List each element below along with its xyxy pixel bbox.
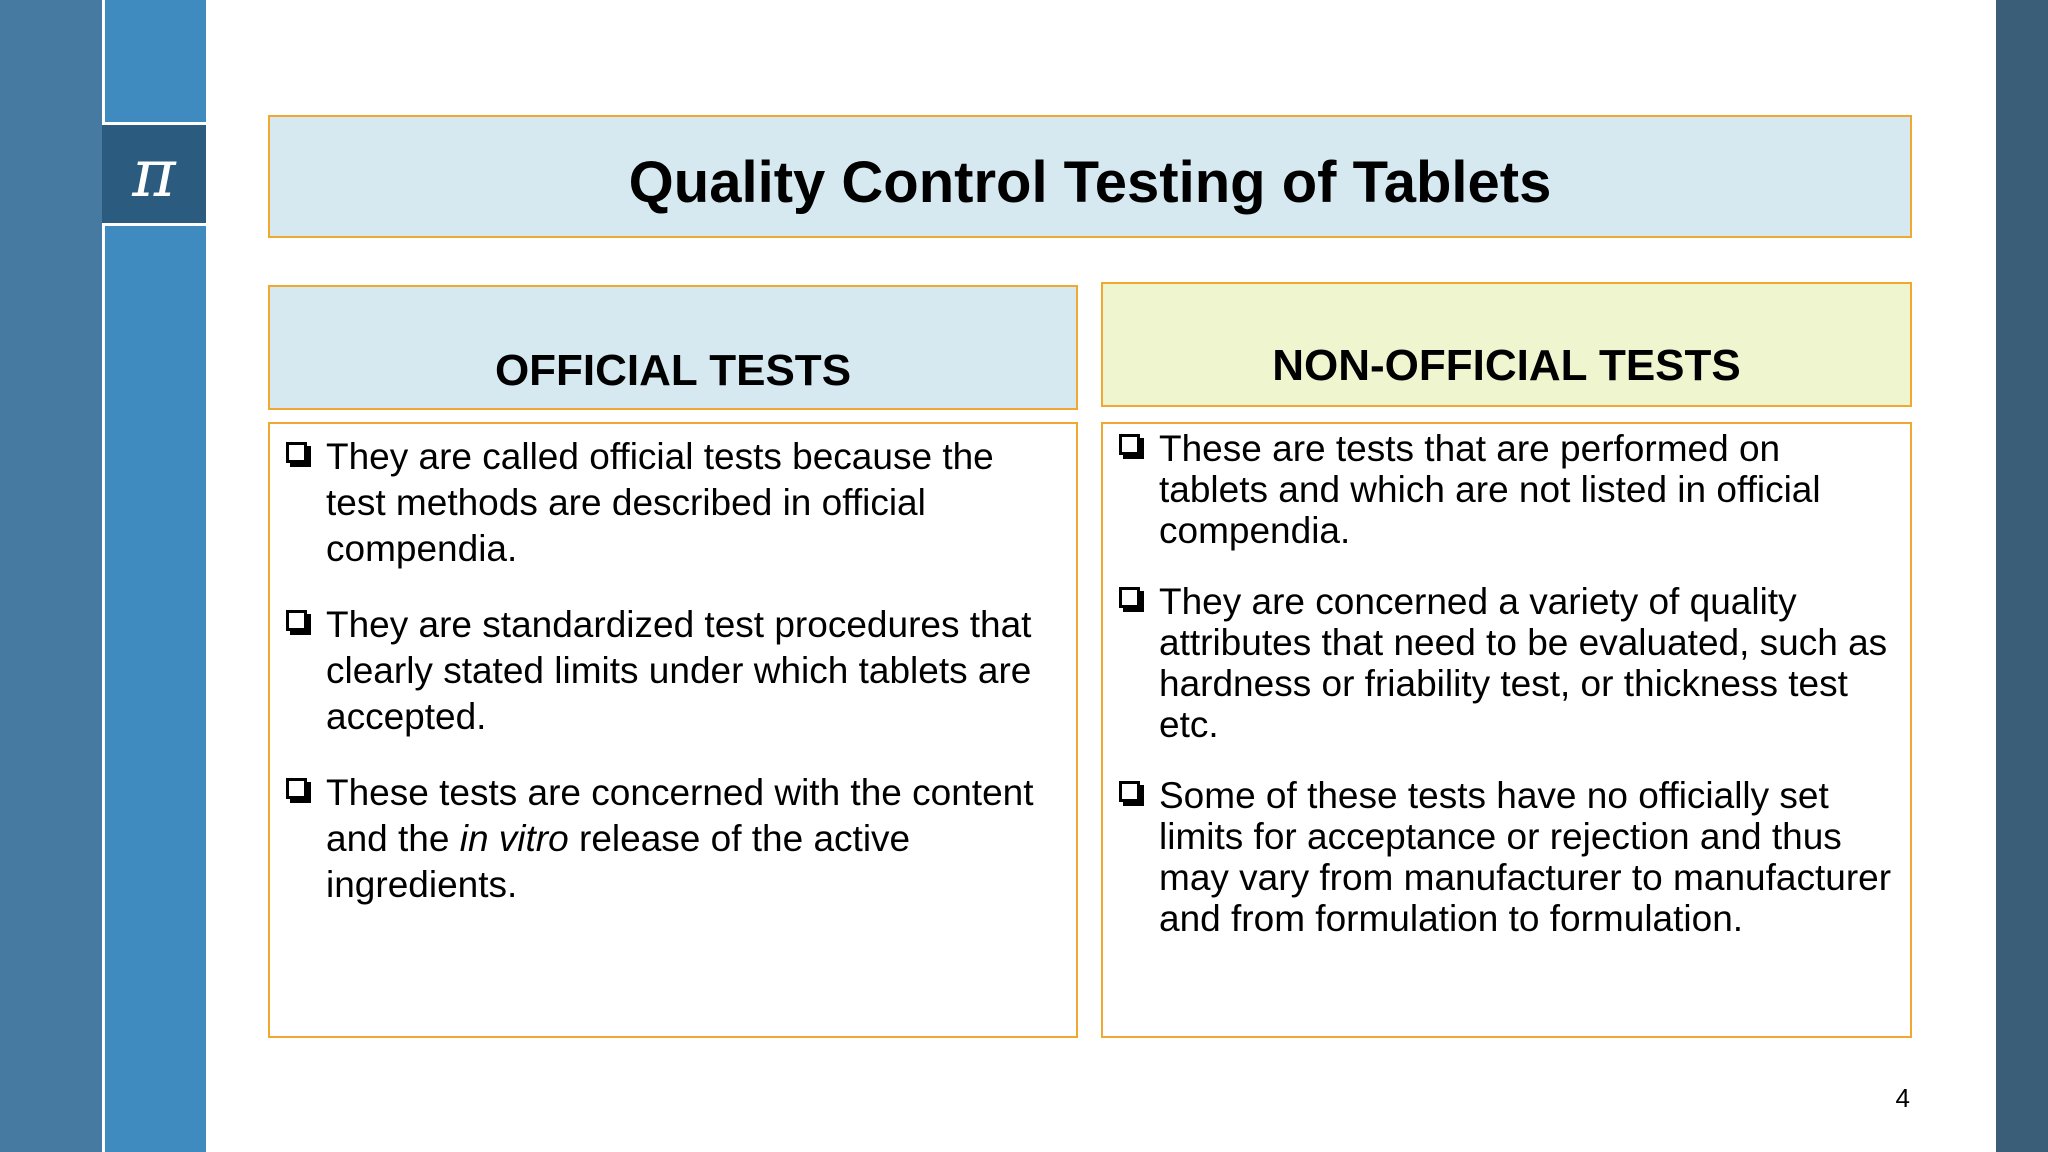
page-number: 4: [1895, 1083, 1910, 1113]
list-item: [1119, 775, 1892, 939]
list-item: [1119, 581, 1892, 745]
official-tests-list: [268, 422, 1078, 1038]
non-official-tests-heading: NON-OFFICIAL TESTS: [1272, 341, 1741, 390]
checkbox-bullet-icon: [286, 610, 307, 631]
left-band-dark-strip: [0, 0, 102, 1152]
list-item: [286, 770, 1046, 908]
checkbox-bullet-icon: [1119, 587, 1140, 608]
list-item: [286, 602, 1046, 740]
list-item-text-end: release of the active ingredients.: [326, 818, 911, 905]
list-item-text: They are called official tests because the test methods are described in official compendia.: [326, 436, 994, 569]
checkbox-bullet-icon: [1119, 434, 1140, 455]
list-item-text: They are standardized test procedures that clearly stated limits under which tablets are accepted.: [326, 604, 1032, 737]
checkbox-bullet-icon: [1119, 781, 1140, 802]
checkbox-bullet-icon: [286, 442, 307, 463]
list-item-text-start: These tests are concerned with the content and the: [326, 772, 1034, 859]
non-official-tests-header: [1101, 282, 1912, 407]
in-vitro-term: in vitro: [459, 818, 569, 859]
list-item: [286, 434, 1046, 572]
checkbox-bullet-icon: [286, 778, 307, 799]
right-decorative-band: [1996, 0, 2048, 1152]
slide-title-box: [268, 115, 1912, 238]
slide-title: Quality Control Testing of Tablets: [628, 150, 1552, 215]
left-decorative-band: [0, 0, 206, 1152]
pi-icon: π: [132, 135, 176, 212]
official-tests-heading: OFFICIAL TESTS: [494, 346, 852, 395]
list-item: [1119, 428, 1892, 551]
list-item-text: Some of these tests have no officially set limits for acceptance or rejection and thus may vary from manufacturer to manufacturer and from formulation to formulation.: [1159, 775, 1892, 939]
list-item-text: They are concerned a variety of quality attributes that need to be evaluated, such as hardness or friability test, or thickness test etc.: [1159, 581, 1888, 745]
non-official-tests-list: [1101, 422, 1912, 1038]
list-item-text: These are tests that are performed on tablets and which are not listed in official compendia.: [1159, 428, 1821, 551]
pi-logo: [102, 122, 206, 226]
official-tests-header: [268, 285, 1078, 410]
